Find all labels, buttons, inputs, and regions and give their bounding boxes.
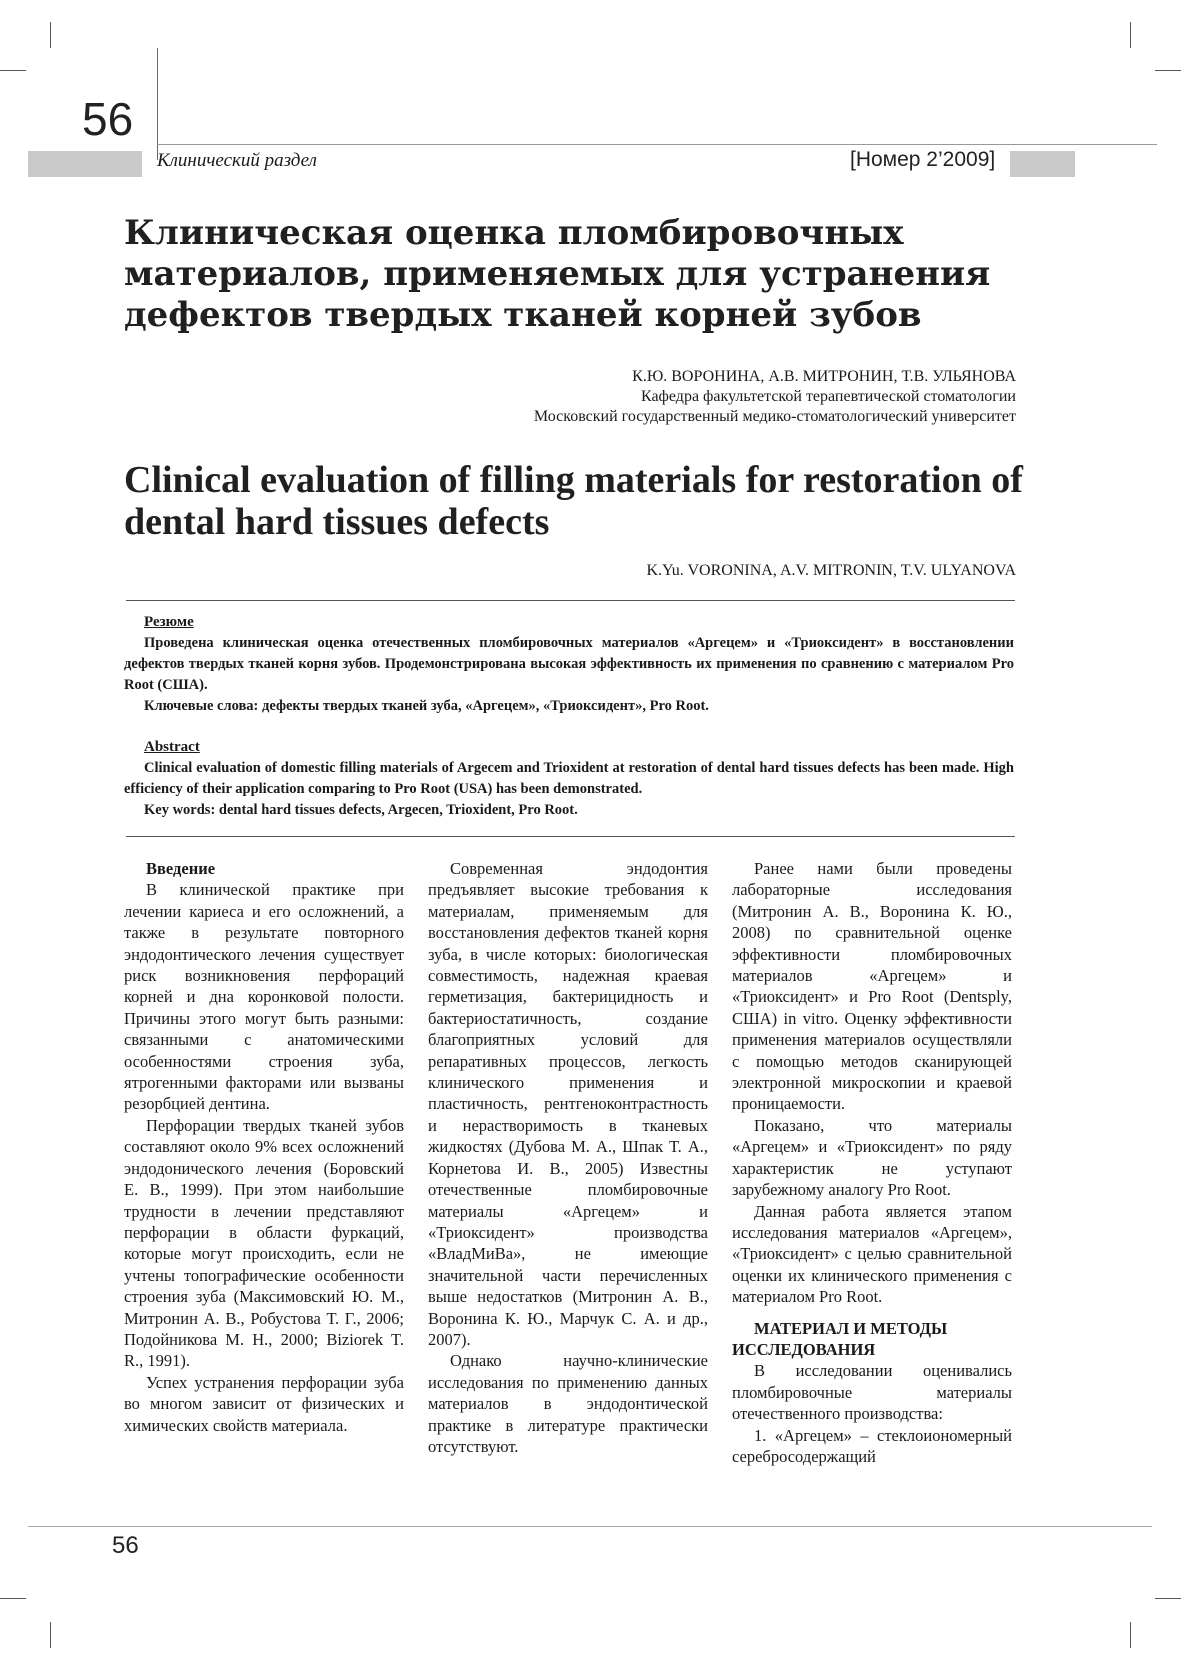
- paragraph: В клинической практике при лечении кариеса и его осложнений, а также в результате повторного эндодонтического лечения существует риск возникновения перфораций корней и дна коронковой полости. Причины этого могут быть разными: связанными с анатомическими особенностями строения зуба, ятрогенными факторами или вызваны резорбцией дентина.: [124, 880, 404, 1114]
- authors-block-ru: [534, 367, 1016, 427]
- page-number-top: 56: [82, 93, 134, 145]
- page-number-bottom: 56: [112, 1532, 139, 1559]
- header-rule: [157, 144, 1157, 145]
- section-heading-intro: Введение: [146, 859, 216, 878]
- section-heading-methods: МАТЕРИАЛ И МЕТОДЫ ИССЛЕДОВАНИЯ: [732, 1318, 948, 1359]
- article-title-en: Clinical evaluation of filling materials for restoration of dental hard tissues defects: [124, 459, 1023, 543]
- paragraph: Перфорации твердых тканей зубов составляют около 9% всех осложнений эндодонического лечения (Боровский Е. В., 1999). При этом наибольшие трудности в лечении представляют перфорации в области фуркаций, которые могут происходить, если не учтены топографические особенности строения зуба (Максимовский Ю. М., Митронин А. В., Робустова Т. Г., 2006; Подойникова М. Н., 2000; Biziorek T. R., 1991).: [124, 1115, 404, 1371]
- abstract-text: Clinical evaluation of domestic filling materials of Argecem and Trioxident at restoration of dental hard tissues defects has been made. High efficiency of their application comparing to Pro Root (USA) has been demonstrated.: [124, 760, 1014, 797]
- article-title-ru: Клиническая оценка пломбировочных материалов, применяемых для устранения дефектов твердых тканей корней зубов: [124, 213, 991, 335]
- department-ru: Кафедра факультетской терапевтической стоматологии: [640, 388, 1016, 405]
- summary-text: Проведена клиническая оценка отечественных пломбировочных материалов «Аргецем» и «Триоксидент» в восстановлении дефектов твердых тканей корня зубов. Продемонстрирована высокая эффективность их применения по сравнению с материалом Pro Root (США).: [124, 635, 1014, 693]
- paragraph: Однако научно-клинические исследования по применению данных материалов в эндодонтической практике в литературе практически отсутствуют.: [428, 1351, 708, 1456]
- body-column-1: [124, 858, 404, 1436]
- authors-en: K.Yu. VORONINA, A.V. MITRONIN, T.V. ULYANOVA: [646, 562, 1016, 579]
- crop-mark: [50, 1622, 51, 1648]
- abstract-top-rule: [126, 600, 1015, 601]
- abstract-block: [124, 612, 1014, 821]
- paragraph: В исследовании оценивались пломбировочные материалы отечественного производства:: [732, 1361, 1012, 1424]
- crop-mark: [1155, 1598, 1181, 1599]
- summary-heading: Резюме: [144, 614, 194, 630]
- keywords-ru: Ключевые слова: дефекты твердых тканей зуба, «Аргецем», «Триоксидент», Pro Root.: [144, 698, 709, 714]
- university-ru: Московский государственный медико-стоматологичеcкий университет: [533, 408, 1016, 425]
- crop-mark: [1130, 1622, 1131, 1648]
- header-band-left: [28, 151, 142, 177]
- keywords-en: Key words: dental hard tissues defects, Argecen, Trioxident, Pro Root.: [144, 802, 578, 818]
- section-label: Клинический раздел: [157, 150, 317, 171]
- paragraph: Данная работа является этапом исследования материалов «Аргецем», «Триоксидент» с целью сравнительной оценки их клинического применения с материалом Pro Root.: [732, 1201, 1012, 1307]
- paragraph: 1. «Аргецем» – стеклоиономерный серебросодержащий: [732, 1425, 1012, 1466]
- crop-mark: [1130, 22, 1131, 48]
- crop-mark: [1155, 70, 1181, 71]
- authors-ru: К.Ю. ВОРОНИНА, А.В. МИТРОНИН, Т.В. УЛЬЯНОВА: [632, 368, 1016, 385]
- abstract-bottom-rule: [126, 836, 1015, 837]
- abstract-heading: Abstract: [144, 739, 200, 755]
- paragraph: Ранее нами были проведены лабораторные исследования (Митронин А. В., Воронина К. Ю., 2008) по сравнительной оценке эффективности пломбировочных материалов «Аргецем» и «Триоксидент» и Pro Root (Dentsply, США) in vitro. Оценку эффективности применения материалов осуществляли с помощью методов сканирующей электронной микроскопии и краевой проницаемости.: [732, 859, 1012, 1114]
- crop-mark: [50, 22, 51, 48]
- footer-rule: [28, 1526, 1152, 1527]
- header-band-right: [1010, 151, 1075, 177]
- paragraph: Современная эндодонтия предъявляет высокие требования к материалам, применяемым для восстановления дефектов тканей корня зуба, в числе которых: биологическая совместимость, надежная краевая герметизация, бактерицидность и бактериостатичность, создание благоприятных условий для репаративных процессов, легкость клинического применения и пластичность, рентгеноконтрастность и нерастворимость в тканевых жидкостях (Дубова М. А., Шпак Т. А., Корнетова И. В., 2005) Известны отечественные пломбировочные материалы «Аргецем» и «Триоксидент» производства «ВладМиВа», не имеющие значительной части перечисленных выше недостатков (Митронин А. В., Воронина К. Ю., Марчук С. А. и др., 2007).: [428, 859, 708, 1349]
- body-column-2: [428, 858, 708, 1457]
- body-column-3: [732, 858, 1012, 1467]
- paragraph: Успех устранения перфорации зуба во многом зависит от физических и химических свойств материала.: [124, 1372, 404, 1435]
- issue-label: [Номер 2’2009]: [850, 148, 996, 171]
- crop-mark: [0, 1598, 26, 1599]
- paragraph: Показано, что материалы «Аргецем» и «Триоксидент» по ряду характеристик не уступают зарубежному аналогу Pro Root.: [732, 1115, 1012, 1200]
- crop-mark: [0, 70, 26, 71]
